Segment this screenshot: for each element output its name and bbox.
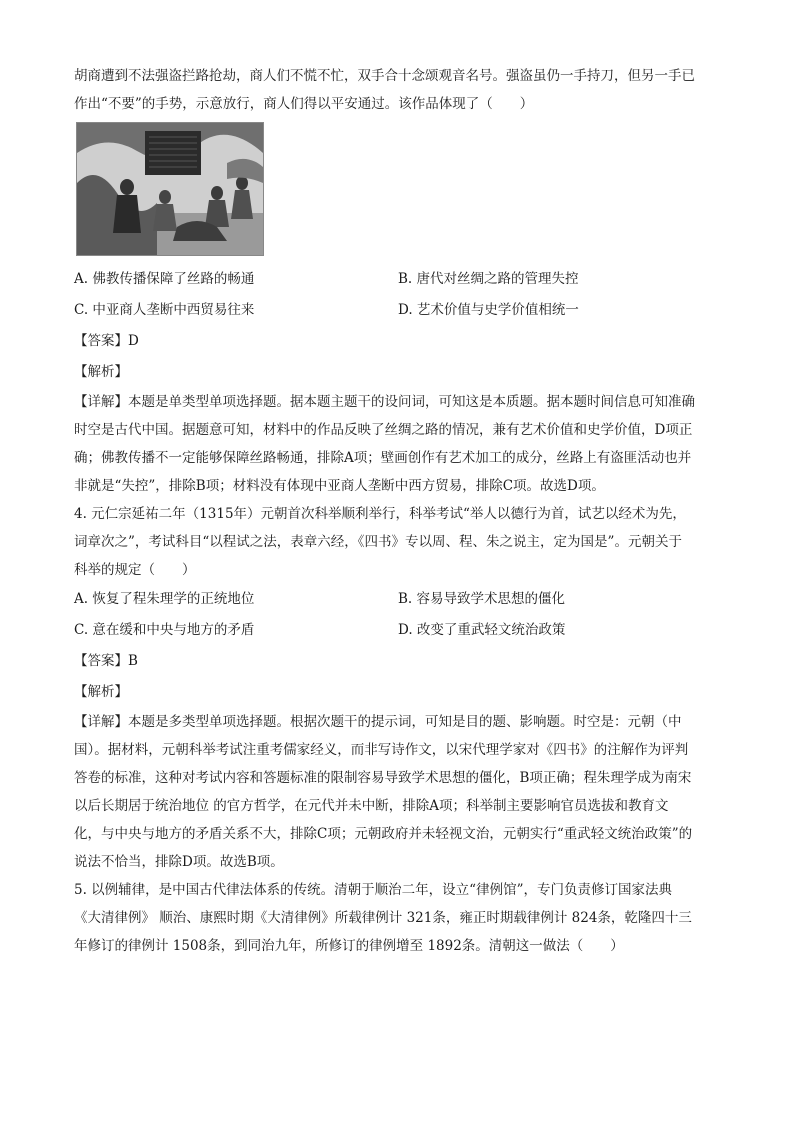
stem-line: 词章次之”，考试科目“以程试之法，表章六经，《四书》专以周、程、朱之说主，定为国是”。元朝关于: [74, 534, 682, 550]
detail-line: 说法不恰当，排除D项。故选B项。: [74, 854, 284, 870]
stem-line: 年修订的律例计 1508条，到同治九年，所修订的律例增至 1892条。清朝这一做法（ ）: [74, 938, 624, 954]
option-c: C. 中亚商人垄断中西贸易往来: [74, 302, 255, 318]
answer: 【答案】B: [74, 653, 138, 669]
analysis-label: 【解析】: [74, 364, 128, 380]
detail-line: 【详解】本题是单类型单项选择题。据本题主题干的设问词，可知这是本质题。据本题时间信息可知准确: [74, 394, 695, 410]
option-b: B. 容易导致学术思想的僵化: [398, 591, 566, 607]
option-a: A. 佛教传播保障了丝路的畅通: [74, 271, 255, 287]
stem-line: 科举的规定（ ）: [74, 562, 196, 578]
detail-line: 时空是古代中国。据题意可知，材料中的作品反映了丝绸之路的情况，兼有艺术价值和史学价值，D项正: [74, 422, 693, 438]
option-d: D. 改变了重武轻文统治政策: [398, 622, 566, 638]
options: [74, 264, 722, 326]
mural-illustration: [77, 123, 263, 255]
answer: 【答案】D: [74, 333, 139, 349]
detail-line: 国）。据材料，元朝科举考试注重考儒家经义，而非写诗作文，以宋代理学家对《四书》的注解作为评判: [74, 742, 689, 758]
options: [74, 584, 722, 646]
question-4: [74, 500, 722, 876]
question-5: [74, 876, 722, 960]
stem-line: 4. 元仁宗延祐二年（1315年）元朝首次科举顺利举行，科举考试“举人以德行为首，试艺以经术为先，: [74, 506, 686, 522]
stem-line: 《大清律例》 顺治、康熙时期《大清律例》所载律例计 321条，雍正时期载律例计 824条，乾隆四十三: [74, 910, 692, 926]
question-3: [74, 62, 722, 500]
detail-line: 非就是“失控”，排除B项；材料没有体现中亚商人垄断中西方贸易，排除C项。故选D项。: [74, 478, 605, 494]
analysis-label: 【解析】: [74, 684, 128, 700]
detail-line: 答卷的标准，这种对考试内容和答题标准的限制容易导致学术思想的僵化，B项正确；程朱理学成为南宋: [74, 770, 692, 786]
stem-line: 5. 以例辅律，是中国古代律法体系的传统。清朝于顺治二年，设立“律例馆”，专门负责修订国家法典: [74, 882, 672, 898]
mural-image: [76, 122, 264, 256]
detail-line: 确；佛教传播不一定能够保障丝路畅通，排除A项；壁画创作有艺术加工的成分，丝路上有盗匪活动也并: [74, 450, 692, 466]
stem-line: 作出“不要”的手势，示意放行，商人们得以平安通过。该作品体现了（ ）: [74, 96, 534, 112]
stem-line: 胡商遭到不法强盗拦路抢劫，商人们不慌不忙，双手合十念颂观音名号。强盗虽仍一手持刀，但另一手已: [74, 68, 695, 84]
option-c: C. 意在缓和中央与地方的矛盾: [74, 622, 255, 638]
detail-line: 以后长期居于统治地位 的官方哲学，在元代并未中断，排除A项；科举制主要影响官员选拔和教育文: [74, 798, 669, 814]
document-page: [74, 62, 722, 960]
option-a: A. 恢复了程朱理学的正统地位: [74, 591, 255, 607]
detail-line: 化，与中央与地方的矛盾关系不大，排除C项；元朝政府并未轻视文治，元朝实行“重武轻文统治政策”的: [74, 826, 693, 842]
option-d: D. 艺术价值与史学价值相统一: [398, 302, 579, 318]
option-b: B. 唐代对丝绸之路的管理失控: [398, 271, 579, 287]
detail-line: 【详解】本题是多类型单项选择题。根据次题干的提示词，可知是目的题、影响题。时空是：元朝（中: [74, 714, 682, 730]
